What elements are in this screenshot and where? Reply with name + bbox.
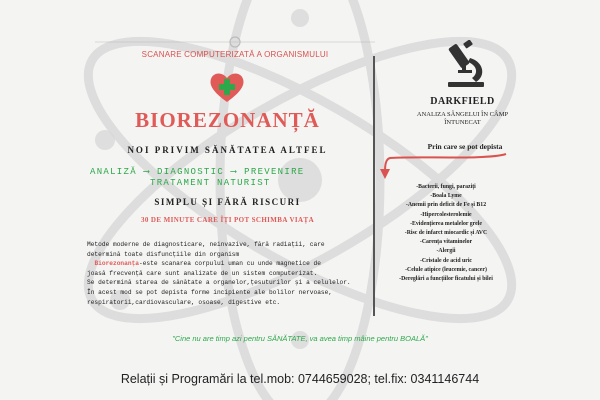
flow-step-diagnostic: DIAGNOSTIC	[157, 167, 225, 177]
flow-step-prevenire: PREVENIRE	[244, 167, 305, 177]
curved-arrow-icon	[378, 150, 513, 184]
description-line: Se determină starea de sănătate a organelor,țesuturilor și a celulelor.	[87, 279, 351, 287]
flow-step-analiza: ANALIZĂ	[90, 167, 137, 177]
flow-step-tratament: TRATAMENT NATURIST	[150, 178, 271, 188]
description-line: determină toate disfuncțiile din organism	[87, 250, 240, 258]
list-item: -Deregłări a funcțiilor ficatului și bilei	[399, 276, 493, 283]
description-block	[87, 240, 377, 307]
contact-info: Relații și Programări la tel.mob: 0744659028; tel.fix: 0341146744	[120, 372, 480, 386]
list-item: -Celule atipice (leucemie, cancer)	[405, 266, 487, 273]
quote: "Cine nu are timp azi pentru SĂNĂTATE, va avea timp mâine pentru BOALĂ"	[172, 334, 428, 343]
arrow-right-icon: ⟶	[143, 167, 151, 177]
list-item: -Evidențierea metalelor grele	[410, 220, 482, 227]
description-line: Metode moderne de diagnosticare, neinvazive, fără radiații, care	[87, 241, 325, 248]
description-line: În acest mod se pot depista forme incipiente ale bolilor nervoase,	[87, 288, 333, 296]
list-item: -Carența vitaminelor	[419, 239, 473, 246]
list-item: -Risc de infarct miocardic și AVC	[404, 230, 488, 237]
heart-cross-icon	[209, 70, 245, 104]
description-line: joasă frecvență care sunt analizate de un sistem computerizat.	[87, 269, 318, 277]
list-item: -Hipercolesterolemie	[420, 211, 472, 218]
minute-tagline: 30 DE MINUTE CARE ÎȚI POT SCHIMBA VIAȚA	[140, 216, 315, 224]
top-title: SCANARE COMPUTERIZATĂ A ORGANISMULUI	[141, 50, 329, 59]
vertical-divider	[373, 56, 375, 316]
conditions-list	[380, 183, 512, 284]
tagline: NOI PRIVIM SĂNĂTATEA ALTFEL	[127, 145, 328, 155]
darkfield-subtitle: ANALIZA SÂNGELUI ÎN CÂMP ÎNTUNECAT	[416, 111, 509, 126]
description-line: respiratorii,cardiovasculare, osoase, digestive etc.	[87, 298, 281, 306]
list-item: -Cristale de acid uric	[420, 257, 472, 264]
top-divider	[95, 36, 375, 48]
darkfield-title: DARKFIELD	[430, 96, 495, 107]
simplu-heading: SIMPLU ȘI FĂRĂ RISCURI	[154, 197, 301, 207]
list-item: -Anemii prin deficit de Fe și B12	[405, 202, 487, 209]
microscope-icon	[440, 40, 492, 88]
page-title: BIOREZONANȚĂ	[135, 108, 320, 132]
list-item: -Bacterii, fungi, paraziți	[416, 184, 476, 190]
list-item: -Boala Lyme	[430, 193, 462, 200]
description-line: Biorezonanța-este scanarea corpului uman cu unde magnetice de	[94, 260, 321, 268]
list-item: -Alergii	[436, 248, 456, 255]
biorezonanta-word: Biorezonanța	[94, 260, 139, 268]
flow-line-1	[90, 167, 365, 177]
detect-heading: Prin care se pot depista	[427, 142, 503, 151]
arrow-right-icon: ⟶	[230, 167, 238, 177]
